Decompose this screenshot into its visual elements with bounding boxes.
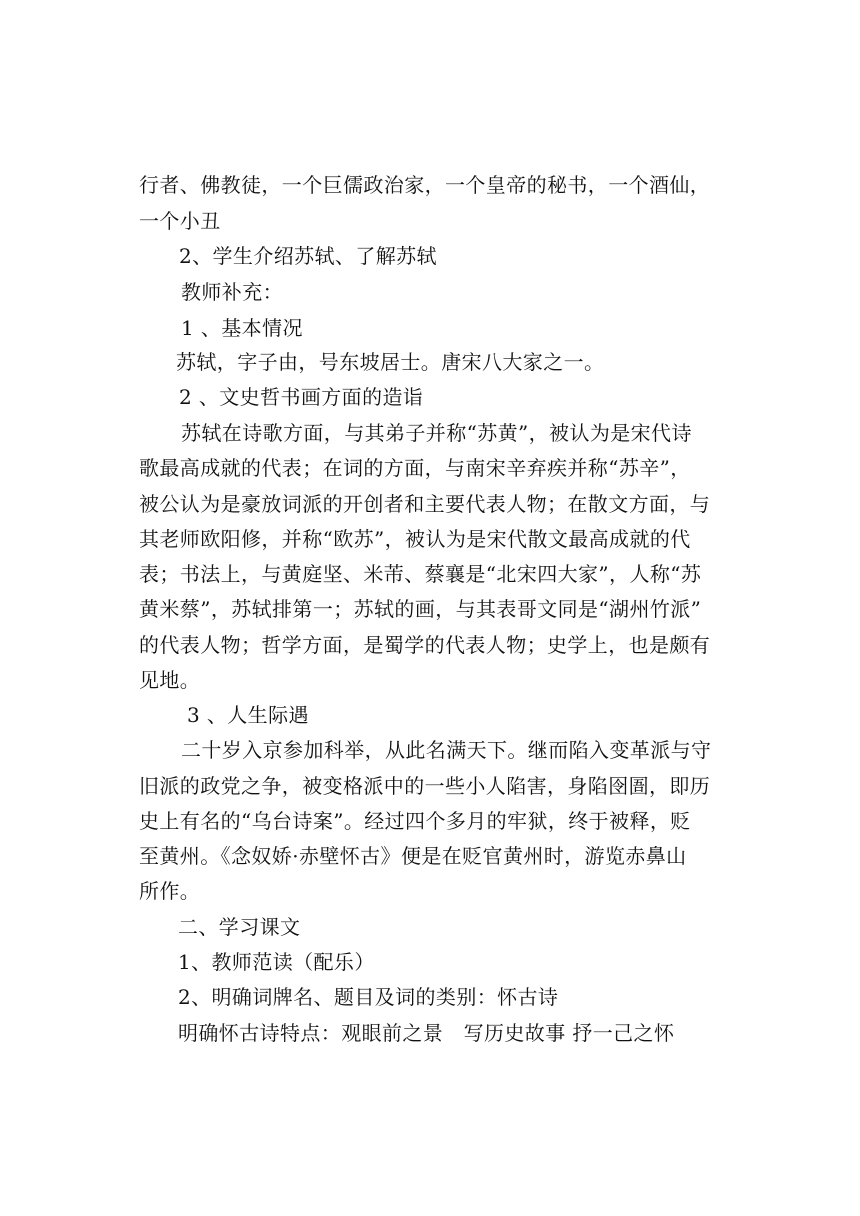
text-line-11: 其老师欧阳修，并称“欧苏”，被认为是宋代散文最高成就的代 — [139, 527, 691, 551]
text-line-10: 被公认为是豪放词派的开创者和主要代表人物；在散文方面，与 — [139, 492, 711, 516]
text-line-8: 苏轼在诗歌方面，与其弟子并称“苏黄”，被认为是宋代诗 — [181, 421, 692, 445]
text-line-25: 明确怀古诗特点：观眼前之景 写历史故事 抒一己之怀 — [178, 1021, 675, 1045]
text-line-23: 1、教师范读（配乐） — [178, 950, 375, 974]
text-line-18: 旧派的政党之争，被变格派中的一些小人陷害，身陷囹圄，即历 — [139, 774, 711, 798]
text-line-3: 2、学生介绍苏轼、了解苏轼 — [179, 244, 437, 268]
text-line-9: 歌最高成就的代表；在词的方面，与南宋辛弃疾并称“苏辛”， — [139, 456, 691, 480]
text-line-16: 3 、人生际遇 — [187, 703, 309, 727]
text-line-5: 1 、基本情况 — [181, 316, 303, 340]
text-line-19: 史上有名的“乌台诗案”。经过四个多月的牢狱，终于被释，贬 — [139, 809, 691, 833]
text-line-7: 2 、文史哲书画方面的造诣 — [179, 385, 424, 409]
text-line-14: 的代表人物；哲学方面，是蜀学的代表人物；史学上，也是颇有 — [139, 633, 711, 657]
text-line-22: 二、学习课文 — [178, 915, 301, 939]
text-line-6: 苏轼，字子由，号东坡居士。唐宋八大家之一。 — [176, 350, 605, 374]
text-line-2: 一个小丑 — [139, 209, 221, 233]
text-line-4: 教师补充： — [181, 280, 283, 304]
text-line-21: 所作。 — [139, 879, 201, 903]
text-line-1: 行者、佛教徒，一个巨儒政治家，一个皇帝的秘书，一个酒仙， — [139, 173, 711, 197]
text-line-12: 表；书法上，与黄庭坚、米芾、蔡襄是“北宋四大家”，人称“苏 — [139, 562, 702, 586]
text-line-20: 至黄州。《念奴娇·赤壁怀古》便是在贬官黄州时，游览赤鼻山 — [139, 844, 687, 868]
text-line-17: 二十岁入京参加科举，从此名满天下。继而陷入变革派与守 — [181, 738, 712, 762]
text-line-15: 见地。 — [139, 668, 201, 692]
text-line-13: 黄米蔡”，苏轼排第一；苏轼的画，与其表哥文同是“湖州竹派” — [139, 597, 702, 621]
text-line-24: 2、明确词牌名、题目及词的类别：怀古诗 — [178, 985, 559, 1009]
